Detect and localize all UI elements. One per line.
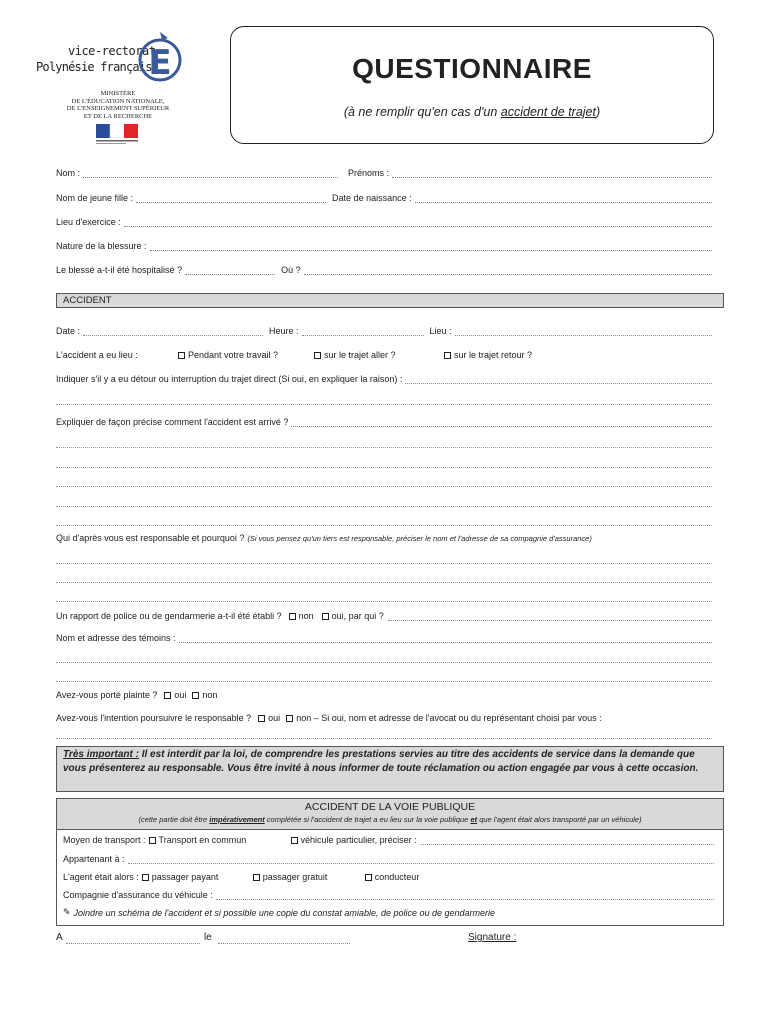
row-responsable: Qui d'après vous est responsable et pourquoi ? (Si vous pensez qu'un tiers est responsable, préciser le nom et l'adresse de sa compagnie d'assurance): [56, 533, 592, 543]
footer-a-label: A: [56, 932, 63, 943]
checkbox-icon[interactable]: [365, 874, 372, 881]
voie-publique-header: [57, 799, 723, 830]
row-plainte: Avez-vous porté plainte ? oui non: [56, 690, 218, 700]
option-travail[interactable]: Pendant votre travail ?: [174, 350, 310, 360]
warning-text: Il est interdit par la loi, de comprendre les prestations servies au titre des accidents de service dans la demande que vous présenterez au responsable. Vous être invité à nous informer de toute réclamation ou action engagée par vous à cette occasion.: [63, 749, 699, 774]
row-rapport: Un rapport de police ou de gendarmerie a-t-il été établi ? non oui, par qui ?: [56, 611, 712, 621]
temoins-line[interactable]: [56, 681, 712, 682]
accident-date-field[interactable]: [83, 326, 263, 336]
row-blessure: Nature de la blessure :: [56, 241, 712, 251]
checkbox-icon[interactable]: [289, 613, 296, 620]
option-conducteur[interactable]: conducteur: [361, 872, 420, 882]
warning-lead: Très important :: [63, 749, 139, 760]
checkbox-icon[interactable]: [291, 837, 298, 844]
comment-line[interactable]: [56, 486, 712, 487]
checkbox-icon[interactable]: [164, 692, 171, 699]
ou-field[interactable]: [304, 265, 712, 275]
signature-label: Signature :: [468, 932, 517, 943]
voie-publique-title: ACCIDENT DE LA VOIE PUBLIQUE: [304, 801, 476, 813]
row-comment: Expliquer de façon précise comment l'accident est arrivé ?: [56, 417, 712, 427]
pencil-icon: ✎: [63, 908, 71, 918]
temoins-field[interactable]: [179, 633, 712, 643]
voie-publique-note: (cette partie doit être impérativement complétée si l'accident de trajet a eu lieu sur la voie publique et que l'agent était alors transporté par un véhicule): [138, 815, 642, 824]
compagnie-field[interactable]: [216, 890, 714, 900]
temoins-line[interactable]: [56, 662, 712, 663]
row-schema: ✎ Joindre un schéma de l'accident et si possible une copie du constat amiable, de police ou de gendarmerie: [63, 908, 496, 918]
checkbox-icon[interactable]: [192, 692, 199, 699]
poursuivre-oui[interactable]: oui: [254, 713, 280, 723]
option-passager-gratuit[interactable]: passager gratuit: [249, 872, 361, 882]
ministry-text: MINISTÈRE DE L'ÉDUCATION NATIONALE, DE L'ENSEIGNEMENT SUPÉRIEUR ET DE LA RECHERCHE: [66, 90, 170, 120]
marianne-flag-icon: [96, 124, 138, 146]
row-jeune-fille: Nom de jeune fille : Date de naissance :: [56, 193, 712, 203]
responsable-line[interactable]: [56, 563, 712, 564]
page-subtitle: (à ne remplir qu'en cas d'un accident de trajet): [343, 105, 601, 119]
checkbox-icon[interactable]: [258, 715, 265, 722]
prenoms-field[interactable]: [392, 168, 712, 178]
checkbox-icon[interactable]: [178, 352, 185, 359]
option-aller[interactable]: sur le trajet aller ?: [310, 350, 440, 360]
plainte-non[interactable]: non: [186, 690, 217, 700]
responsable-line[interactable]: [56, 582, 712, 583]
accident-heure-field[interactable]: [302, 326, 424, 336]
section-accident: ACCIDENT: [56, 293, 724, 308]
footer-row: [56, 932, 724, 946]
checkbox-icon[interactable]: [142, 874, 149, 881]
row-temoins: Nom et adresse des témoins :: [56, 633, 712, 643]
checkbox-icon[interactable]: [286, 715, 293, 722]
svg-text:E: E: [148, 43, 172, 83]
row-eu-lieu: L'accident a eu lieu : Pendant votre travail ? sur le trajet aller ? sur le trajet retour ?: [56, 350, 533, 360]
logo-text-line1: vice-rectorat: [68, 44, 156, 58]
row-moyen-transport: Moyen de transport : Transport en commun véhicule particulier, préciser :: [63, 835, 714, 845]
footer-a-field[interactable]: [66, 943, 200, 944]
detour-field[interactable]: [405, 374, 712, 384]
comment-line[interactable]: [56, 506, 712, 507]
option-vehicule-particulier[interactable]: véhicule particulier, préciser :: [287, 835, 417, 845]
comment-line[interactable]: [56, 447, 712, 448]
accident-lieu-field[interactable]: [455, 326, 712, 336]
title-box: [230, 26, 714, 144]
row-poursuivre: Avez-vous l'intention poursuivre le responsable ? oui non – Si oui, nom et adresse de l'avocat ou du représentant choisi par vous :: [56, 713, 602, 723]
comment-field[interactable]: [291, 417, 712, 427]
checkbox-icon[interactable]: [444, 352, 451, 359]
checkbox-icon[interactable]: [314, 352, 321, 359]
row-agent: L'agent était alors : passager payant passager gratuit conducteur: [63, 872, 420, 882]
nom-field[interactable]: [83, 168, 338, 178]
checkbox-icon[interactable]: [322, 613, 329, 620]
warning-box: [56, 746, 724, 792]
row-hospitalise: Le blessé a-t-il été hospitalisé ? Où ?: [56, 265, 712, 275]
detour-line-2[interactable]: [56, 404, 712, 405]
row-compagnie: Compagnie d'assurance du véhicule :: [63, 890, 714, 900]
option-transport-commun[interactable]: Transport en commun: [149, 835, 287, 845]
row-lieu-exercice: Lieu d'exercice :: [56, 217, 712, 227]
comment-line[interactable]: [56, 525, 712, 526]
poursuivre-non[interactable]: non – Si oui, nom et adresse de l'avocat ou du représentant choisi par vous :: [280, 713, 601, 723]
lieu-exercice-field[interactable]: [124, 217, 712, 227]
page-title: QUESTIONNAIRE: [352, 53, 592, 84]
rapport-par-qui-field[interactable]: [388, 611, 712, 621]
checkbox-icon[interactable]: [253, 874, 260, 881]
row-detour: Indiquer s'il y a eu détour ou interruption du trajet direct (Si oui, en expliquer la raison) :: [56, 374, 712, 384]
rapport-oui[interactable]: oui, par qui ?: [314, 611, 384, 621]
academy-e-logo-icon: [138, 30, 184, 86]
responsable-line[interactable]: [56, 601, 712, 602]
logo-text-line2: Polynésie française: [36, 60, 159, 74]
hospitalise-field[interactable]: [185, 265, 275, 275]
checkbox-icon[interactable]: [149, 837, 156, 844]
row-nom: Nom : Prénoms :: [56, 168, 712, 178]
logo-block: [36, 30, 186, 150]
footer-le-field[interactable]: [218, 943, 350, 944]
subtitle-link: accident de trajet: [500, 105, 596, 119]
appartenant-field[interactable]: [128, 854, 714, 864]
poursuivre-line[interactable]: [56, 738, 712, 739]
comment-line[interactable]: [56, 467, 712, 468]
plainte-oui[interactable]: oui: [160, 690, 186, 700]
footer-le-label: le: [204, 932, 212, 943]
nom-jeune-fille-field[interactable]: [136, 193, 326, 203]
option-retour[interactable]: sur le trajet retour ?: [440, 350, 532, 360]
rapport-non[interactable]: non: [285, 611, 314, 621]
option-passager-payant[interactable]: passager payant: [142, 872, 249, 882]
vehicule-particulier-field[interactable]: [421, 835, 714, 845]
nature-blessure-field[interactable]: [150, 241, 712, 251]
row-appartenant: Appartenant à :: [63, 854, 714, 864]
row-date-heure-lieu: Date : Heure : Lieu :: [56, 326, 712, 336]
date-naissance-field[interactable]: [415, 193, 712, 203]
